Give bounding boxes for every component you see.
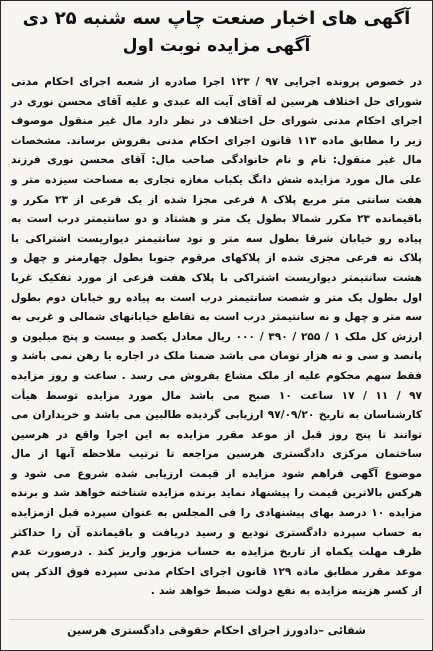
notice-header [1,7,432,59]
notice-subtitle: آگهی مزایده نوبت اول [122,36,311,56]
notice-signature: شفائی –دادورز اجرای احکام حقوقی دادگستری هرسین [67,624,366,637]
notice-title: آگهی های اخبار صنعت چاپ سه شنبه ۲۵ دی [22,8,411,29]
notice-body-paragraph: در خصوص پرونده اجرایی ۹۷ / ۱۲۳ اجرا صادره از شعبه اجرای احکام مدنی شورای حل اختلاف هرسین له آقای آیت اله عبدی و علیه آقای محسن نوری در اجرای احکام مدنی شورای حل اختلاف در نظر دارد مال غیر منقول موصوف زیر را مطابق ماده ۱۱۳ قانون اجرای احکام مدنی بفروش برساند. مشخصات مال غیر منقول: نام و نام خانوادگی صاحب مال: آقای محسن نوری فرزند علی مال مورد مزایده شش دانگ یکباب مغازه تجاری به مساحت سیزده متر و هفت سانتی متر مربع پلاک ۸ فرعی مجزا شده از یک فرعی از ۲۳ مکرر و باقیمانده ۲۳ مکرر شمالا بطول یک متر و هشتاد و دو سانتیمتر درب است به پیاده رو خیابان شرقا بطول سه متر و نود سانتیمتر دیواریست اشتراکی با پلاک نه فرعی مجزی شده از پلاکهای مرقوم جنوبا بطول چهارمتر و چهل و هشت سانتیمتر دیواریست اشتراکی با پلاک هفت فرعی از مورد تفکیک غربا اول بطول یک متر و شصت سانتیمتر درب است به پیاده رو خیابان دوم بطول سه متر و چهل و نه سانتیمتر درب است به تقاطع خیابانهای شمالی و غربی به ارزش کل ملک ۱ / ۲۵۵ / ۳۹۰ / ۰۰۰ ریال معادل یکصد و بیست و پنج میلیون و پانصد و سی و نه هزار تومان می باشد ضمنا ملک در اجاره یا رهن نمی باشد و فقط سهم محکوم علیه از ملک مشاع بفروش می رسد . ساعت و روز مزایده ۹۷ / ۱۱ / ۱۷ ساعت ۱۰ صبح می باشد مال مورد مزایده توسط هیأت کارشناسان به تاریخ ۹۷/۰۹/۲۰ ارزیابی گردیده طالبین می باشد و خریداران می توانند تا پنج روز قبل از موعد مقرر مزایده به این اجرا واقع در هرسین ساختمان مرکزی دادگستری هرسین مراجعه تا ترتیب ملاحظه آنها از مال موضوع آگهی فراهم شود مزایده از قیمت ارزیابی شده شروع می شود و هرکس بالاترین قیمت را پیشنهاد نماید برنده مزایده شناخته خواهد شد و برنده مزایده ۱۰ درصد بهای پیشنهادی را فی المجلس به عنوان سپرده قبل ازمزایده به حساب سپرده دادگستری تودیع و رسید دریافت و باقیمانده آن را حداکثر ظرف مهلت یکماه از تاریخ مزایده به حساب مزبور واریز کند . درصورت عدم موعد مقرر مطابق ماده ۱۲۹ قانون اجرای احکام مدنی سپرده فوق الذکر پس از کسر هزینه مزایده به نفع دولت ضبط خواهد شد . [11,76,423,598]
notice-body [11,73,422,602]
signature-divider [9,619,424,620]
